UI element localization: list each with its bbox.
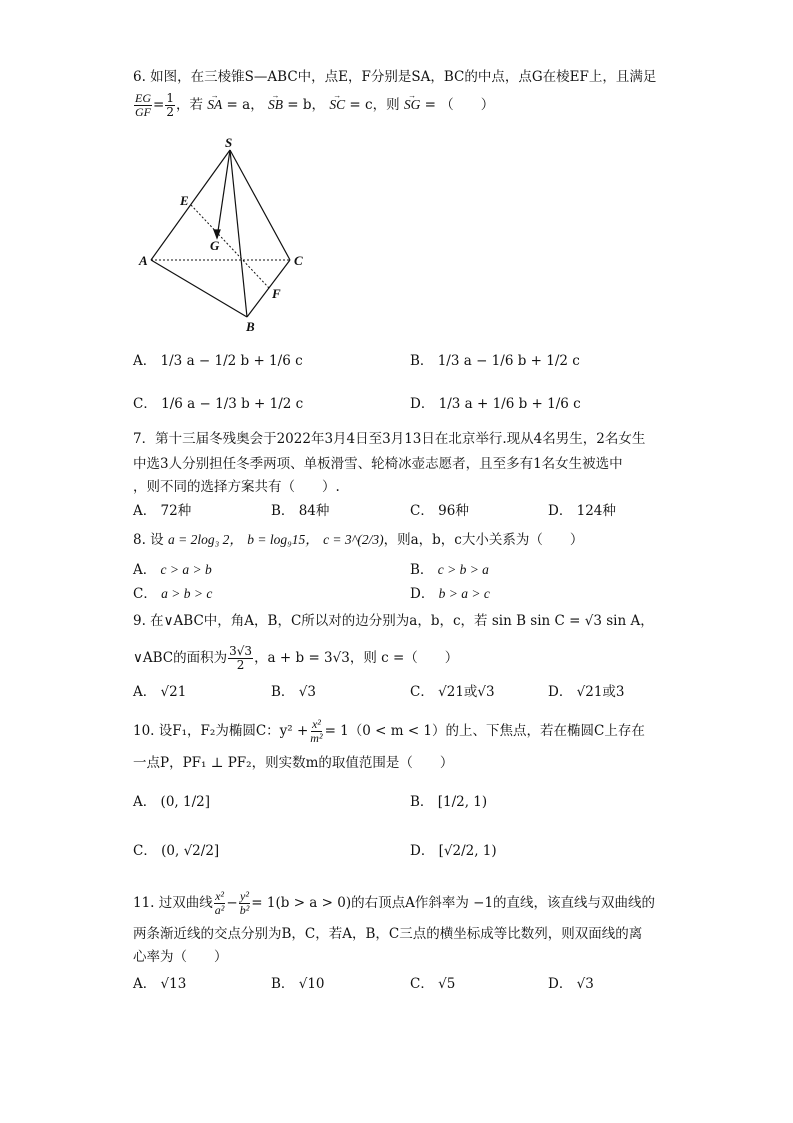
q6-ratio: $\frac{EG}{GF}$: [135, 91, 151, 119]
q9-line1: 9. 在∨ABC中，角A，B，C所以对的边分别为a，b，c，若 sin B sin C = √3 sin A，: [133, 613, 654, 629]
q11-option-c: C． √5: [410, 976, 456, 992]
q11-line1: 11. 过双曲线 $\frac{\text{x²}}{\text{a²}}$ − $\frac{\text{y²}}{\text{b²}}$ = 1(b > a > 0)的右顶点A作斜率为 −1的直线，该直线与双曲线的: [133, 889, 656, 917]
q10-line1: 10. 设F₁，F₂为椭圆C：y² + $\frac{\text{x²}}{\text{m²}}$ = 1（0 < m < 1）的上、下焦点，若在椭圆C上存在: [133, 717, 645, 745]
q6-line2: $\frac{EG}{GF}$ = $\frac{1}{2}$ ，若 → SA = a， → SB = b， → SC = c，则 → SG = （ ）: [133, 92, 494, 119]
q7-option-b: B． 84种: [271, 503, 330, 519]
q11-y-term: $\frac{\text{y²}}{\text{b²}}$: [239, 889, 250, 917]
q6-option-d: D． 1/3 a + 1/6 b + 1/6 c: [410, 396, 581, 412]
q7-line3: ，则不同的选择方案共有（ ）.: [133, 479, 340, 495]
q9-option-c: C． √21或√3: [410, 684, 495, 700]
label-C: C: [294, 253, 303, 268]
label-E: E: [180, 193, 189, 208]
q8-option-b: B． c > b > a: [410, 562, 489, 578]
q11-option-a: A． √13: [133, 976, 187, 992]
q9-option-b: B． √3: [271, 684, 316, 700]
q10-option-a: A． (0, 1/2]: [133, 794, 210, 810]
q11-option-d: D． √3: [548, 976, 594, 992]
q11-option-b: B． √10: [271, 976, 325, 992]
q6-option-c: C． 1/6 a − 1/3 b + 1/2 c: [133, 396, 304, 412]
q7-line1: 7．第十三届冬残奥会于2022年3月4日至3月13日在北京举行.现从4名男生，2名女生: [133, 431, 646, 447]
q10-line2: 一点P，PF₁ ⊥ PF₂，则实数m的取值范围是（ ）: [133, 755, 454, 771]
q10-ellipse-term: $\frac{\text{x²}}{\text{m²}}$: [310, 717, 323, 745]
q9-option-d: D． √21或3: [548, 684, 625, 700]
q7-option-d: D． 124种: [548, 503, 616, 519]
label-G: G: [210, 238, 220, 253]
q7-option-c: C． 96种: [410, 503, 469, 519]
q6-option-b: B． 1/3 a − 1/6 b + 1/2 c: [410, 353, 580, 369]
q8-option-c: C． a > b > c: [133, 586, 213, 602]
q9-area: $\frac{3√3}{2}$: [229, 644, 253, 672]
label-A: A: [139, 253, 148, 268]
q10-option-c: C． (0, √2/2]: [133, 843, 220, 859]
q6-option-a: A． 1/3 a − 1/2 b + 1/6 c: [133, 353, 303, 369]
q9-option-a: A． √21: [133, 684, 187, 700]
q8-option-d: D． b > a > c: [410, 586, 490, 602]
q11-x-term: $\frac{\text{x²}}{\text{a²}}$: [214, 889, 225, 917]
label-S: S: [225, 135, 233, 150]
q8-line: 8. 设 a = 2log₃ 2， b = log₉15， c = 3^(2/3)，则a，b，c大小关系为（ ）: [133, 532, 584, 548]
q6-ratio-value: $\frac{1}{2}$: [166, 91, 174, 119]
q10-option-d: D． [√2/2, 1): [410, 843, 497, 859]
q6-line1: 6. 如图，在三棱锥S—ABC中，点E，F分别是SA，BC的中点，点G在棱EF上，且满足: [133, 69, 657, 85]
q11-line3: 心率为（ ）: [133, 949, 228, 965]
label-F: F: [272, 286, 281, 301]
q11-line2: 两条渐近线的交点分别为B，C，若A，B，C三点的横坐标成等比数列，则双面线的离: [133, 926, 643, 942]
q7-option-a: A． 72种: [133, 503, 192, 519]
q10-option-b: B． [1/2, 1): [410, 794, 488, 810]
q9-line2: ∨ABC的面积为 $\frac{3√3}{2}$ ，a + b = 3√3，则 c =（ ）: [133, 644, 459, 672]
label-B: B: [246, 319, 255, 334]
q8-option-a: A． c > a > b: [133, 562, 212, 578]
pyramid-figure: [135, 135, 315, 335]
q7-line2: 中选3人分别担任冬季两项、单板滑雪、轮椅冰壶志愿者，且至多有1名女生被选中: [133, 456, 623, 472]
